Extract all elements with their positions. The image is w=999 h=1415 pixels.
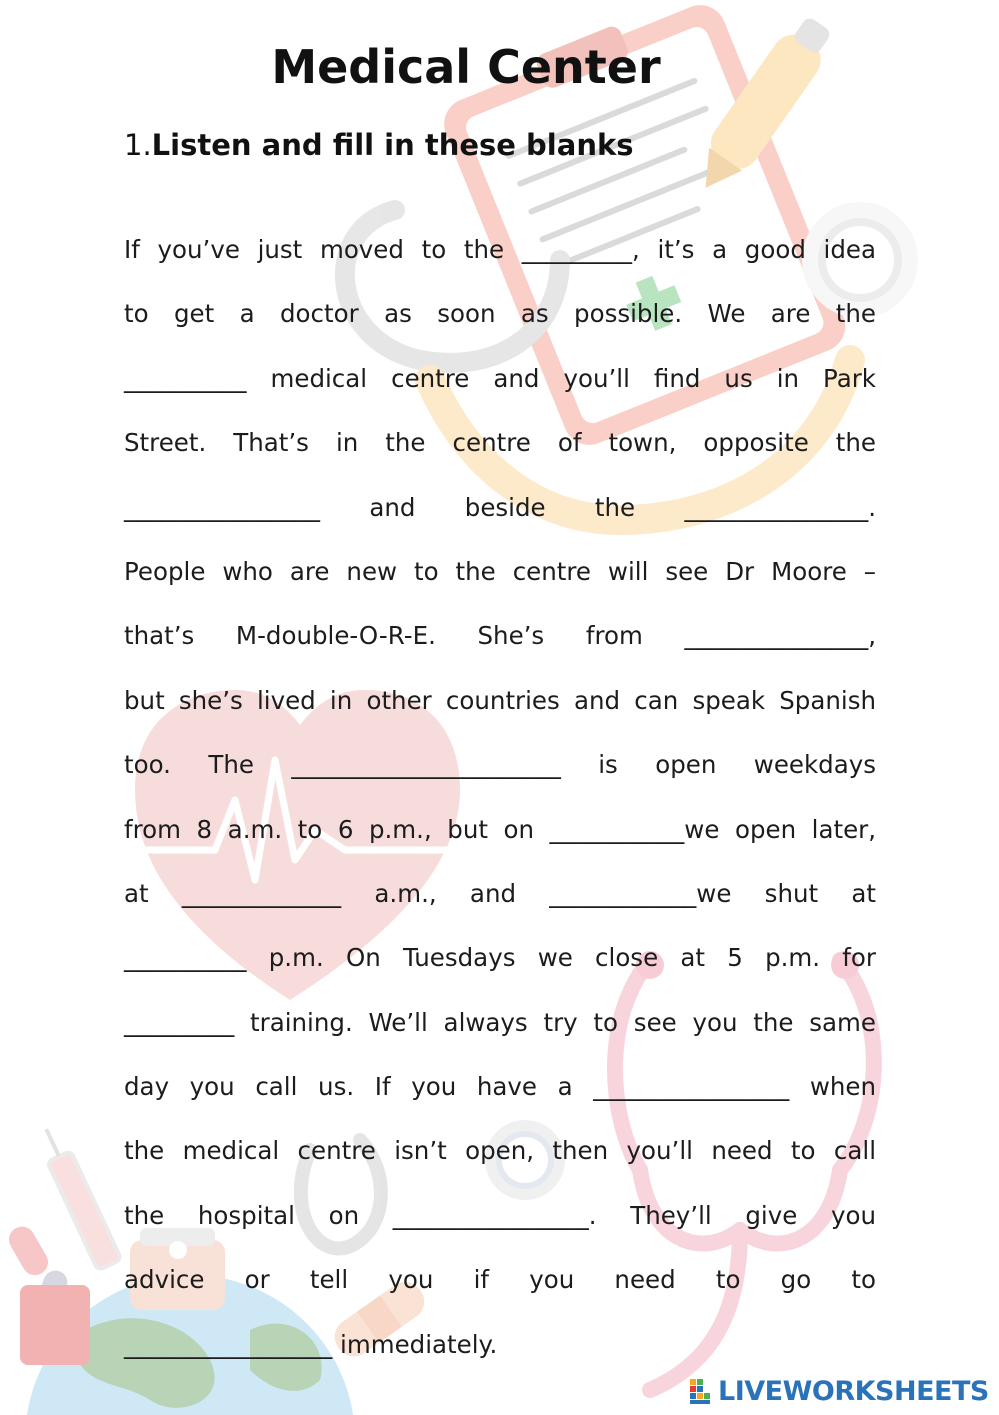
text-line: _________ training. We’ll always try to see you the same (124, 1007, 876, 1037)
liveworksheets-brand[interactable] (690, 1376, 989, 1407)
exercise-number: 1. (124, 128, 152, 162)
text-line: but she’s lived in other countries and can speak Spanish (124, 685, 876, 715)
pills-icon (4, 1222, 90, 1365)
liveworksheets-logo-icon (690, 1379, 716, 1405)
text-line: the hospital on ________________. They’ll give you (124, 1200, 876, 1230)
text-line: the medical centre isn’t open, then you’ll need to call (124, 1136, 876, 1166)
exercise-heading (124, 128, 634, 162)
text-line: to get a doctor as soon as possible. We are the (124, 299, 876, 329)
text-line: from 8 a.m. to 6 p.m., but on ___________we open later, (124, 814, 876, 844)
text-line: Street. That’s in the centre of town, opposite the (124, 428, 876, 458)
text-line: too. The ______________________ is open weekdays (124, 750, 876, 780)
text-line: day you call us. If you have a ________________ when (124, 1072, 876, 1102)
text-line: _________________ immediately. (124, 1329, 498, 1359)
page-title: Medical Center (271, 40, 661, 94)
text-line: that’s M-double-O-R-E. She’s from _______________, (124, 621, 876, 651)
text-line: __________ medical centre and you’ll find us in Park (124, 363, 876, 393)
syringe-icon (34, 1124, 121, 1271)
fill-in-text (124, 218, 876, 1377)
text-line: at _____________ a.m., and ____________we shut at (124, 878, 876, 908)
text-line: ________________ and beside the _______________. (124, 492, 876, 522)
brand-text: LIVEWORKSHEETS (718, 1376, 989, 1407)
text-line: advice or tell you if you need to go to (124, 1265, 876, 1295)
exercise-instruction: Listen and fill in these blanks (151, 128, 634, 162)
text-line: __________ p.m. On Tuesdays we close at 5 p.m. for (124, 943, 876, 973)
text-line: People who are new to the centre will see Dr Moore – (124, 556, 876, 586)
text-line: If you’ve just moved to the _________, it’s a good idea (124, 235, 876, 264)
